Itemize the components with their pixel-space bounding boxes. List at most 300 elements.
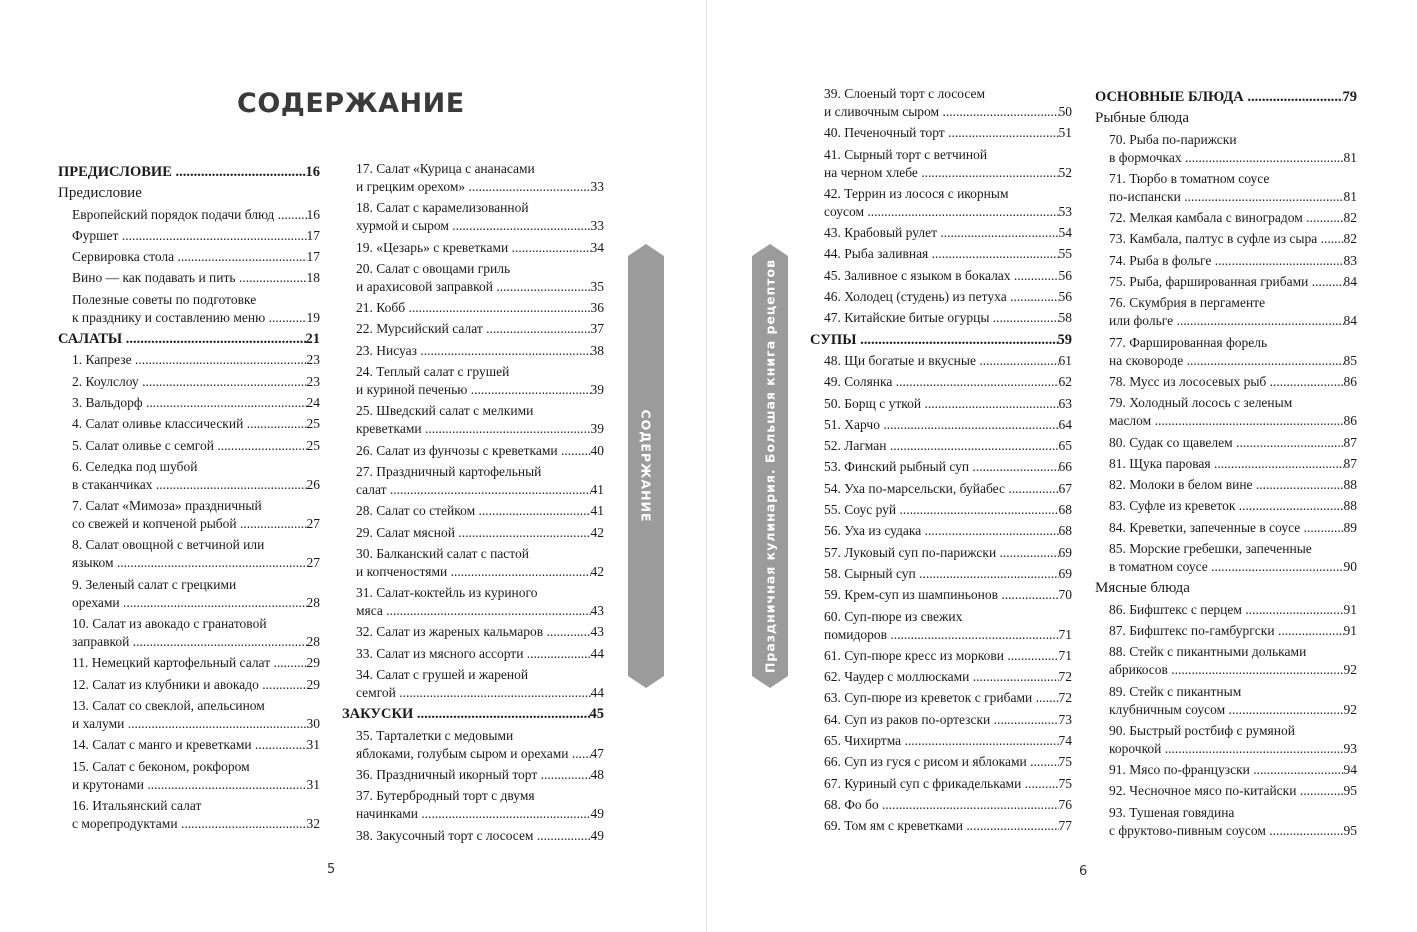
toc-entry <box>342 299 604 317</box>
toc-entry <box>810 586 1072 604</box>
toc-entry-title: 72. Мелкая камбала с виноградом ..... <box>1109 209 1344 227</box>
toc-subsection-heading <box>58 184 320 202</box>
toc-entry-title: на черном хлебе ..... <box>824 164 1059 182</box>
toc-entry-title: 91. Мясо по-французски ..... <box>1109 761 1344 779</box>
toc-entry <box>58 736 320 754</box>
toc-entry-title: начинками ..... <box>356 805 591 823</box>
toc-entry-title: 47. Китайские битые огурцы ..... <box>824 309 1059 327</box>
toc-entry-title: 44. Рыба заливная ..... <box>824 245 1059 263</box>
toc-entry-title: 84. Креветки, запеченные в соусе ..... <box>1109 519 1344 537</box>
toc-entry-page: 54 <box>1058 225 1072 241</box>
toc-entry-title: 64. Суп из раков по-ортезски ..... <box>824 711 1059 729</box>
toc-entry-title: и арахисовой заправкой ..... <box>356 278 591 296</box>
toc-entry-page: 51 <box>1058 125 1072 141</box>
toc-entry-title-line: 77. Фаршированная форель <box>1109 334 1268 350</box>
toc-entry <box>342 260 604 296</box>
toc-entry <box>58 797 320 833</box>
toc-entry-page: 74 <box>1058 733 1072 749</box>
toc-entry-title: 36. Праздничный икорный торт ..... <box>356 766 591 784</box>
toc-entry-title-line: Полезные советы по подготовке <box>72 291 257 307</box>
toc-entry-page: 81 <box>1343 188 1357 204</box>
toc-entry <box>58 415 320 433</box>
toc-entry <box>810 352 1072 370</box>
toc-entry-page: 75 <box>1058 775 1072 791</box>
toc-entry-page: 92 <box>1343 662 1357 678</box>
toc-entry <box>342 827 604 845</box>
side-tab-right-label: Праздничная кулинария. Большая книга рецептов <box>762 258 778 674</box>
toc-entry <box>810 288 1072 306</box>
toc-entry-title: 22. Мурсийский салат ..... <box>356 320 591 338</box>
toc-entry <box>1095 230 1357 248</box>
toc-entry-page: 17 <box>306 249 320 265</box>
toc-entry <box>58 206 320 224</box>
toc-entry-last-line <box>1109 188 1357 206</box>
toc-entry-page: 23 <box>306 373 320 389</box>
toc-entry <box>342 160 604 196</box>
toc-entry-page: 87 <box>1343 434 1357 450</box>
toc-entry-title: 46. Холодец (студень) из петуха ..... <box>824 288 1059 306</box>
toc-entry-title: 51. Харчо ..... <box>824 416 1059 434</box>
toc-entry-last-line <box>824 626 1072 644</box>
toc-entry <box>810 185 1072 221</box>
toc-entry-page: 88 <box>1343 477 1357 493</box>
toc-entry-page: 37 <box>590 321 604 337</box>
toc-entry-page: 71 <box>1058 647 1072 663</box>
toc-entry-title-line: 20. Салат с овощами гриль <box>356 260 511 276</box>
toc-entry-last-line <box>72 715 320 733</box>
toc-entry <box>810 85 1072 121</box>
toc-entry-title: 66. Суп из гуся с рисом и яблоками ..... <box>824 753 1059 771</box>
toc-entry-page: 27 <box>306 555 320 571</box>
toc-entry <box>810 668 1072 686</box>
toc-entry-page: 91 <box>1343 601 1357 617</box>
toc-entry-last-line <box>356 602 604 620</box>
toc-entry-page: 42 <box>590 563 604 579</box>
toc-entry-title-line: 10. Салат из авокадо с гранатовой <box>72 616 267 632</box>
toc-entry-title: помидоров ..... <box>824 626 1059 644</box>
toc-entry <box>810 732 1072 750</box>
toc-entry-page: 41 <box>590 503 604 519</box>
toc-entry-page: 44 <box>590 685 604 701</box>
toc-entry-page: 26 <box>306 476 320 492</box>
toc-entry-title: 28. Салат со стейком ..... <box>356 502 591 520</box>
toc-entry-page: 32 <box>306 815 320 831</box>
toc-entry <box>810 124 1072 142</box>
toc-entry <box>342 584 604 620</box>
toc-entry-page: 86 <box>1343 413 1357 429</box>
toc-entry <box>342 363 604 399</box>
toc-entry <box>58 697 320 733</box>
toc-entry <box>342 342 604 360</box>
toc-entry-title-line: 27. Праздничный картофельный <box>356 463 542 479</box>
toc-entry-title-line: 90. Быстрый ростбиф с румяной <box>1109 722 1295 738</box>
toc-column-4 <box>1095 85 1357 843</box>
page-fold <box>706 0 707 932</box>
toc-entry <box>342 666 604 702</box>
toc-entry-last-line <box>72 476 320 494</box>
toc-entry <box>1095 373 1357 391</box>
toc-entry <box>810 796 1072 814</box>
toc-entry <box>1095 273 1357 291</box>
toc-entry-title-line: 70. Рыба по-парижски <box>1109 131 1237 147</box>
toc-entry-page: 47 <box>590 745 604 761</box>
toc-entry-page: 82 <box>1343 210 1357 226</box>
toc-entry-title: 49. Солянка ..... <box>824 373 1059 391</box>
toc-entry-last-line <box>72 776 320 794</box>
toc-section-heading <box>58 163 320 181</box>
toc-entry-title: яблоками, голубым сыром и орехами ..... <box>356 745 591 763</box>
toc-entry-title-line: 35. Тарталетки с медовыми <box>356 727 514 743</box>
toc-entry-title: 48. Щи богатые и вкусные ..... <box>824 352 1059 370</box>
toc-entry-title: 53. Финский рыбный суп ..... <box>824 458 1059 476</box>
toc-entry-title: 38. Закусочный торт с лососем ..... <box>356 827 591 845</box>
toc-entry-page: 27 <box>306 516 320 532</box>
toc-entry-title: 69. Том ям с креветками ..... <box>824 817 1059 835</box>
toc-entry-last-line <box>72 815 320 833</box>
toc-entry-page: 64 <box>1058 416 1072 432</box>
toc-entry-last-line <box>356 217 604 235</box>
toc-entry-title: клубничным соусом ..... <box>1109 701 1344 719</box>
toc-entry-page: 86 <box>1343 373 1357 389</box>
toc-entry-title-line: 6. Селедка под шубой <box>72 458 198 474</box>
toc-entry-title: 56. Уха из судака ..... <box>824 522 1059 540</box>
toc-entry-title: 45. Заливное с языком в бокалах ..... <box>824 267 1059 285</box>
toc-entry-title: на сковороде ..... <box>1109 352 1344 370</box>
toc-column-2 <box>342 160 604 848</box>
toc-entry-title: Вино — как подавать и пить ..... <box>72 269 307 287</box>
toc-entry <box>58 654 320 672</box>
toc-entry <box>810 608 1072 644</box>
toc-entry-last-line <box>356 805 604 823</box>
toc-entry <box>1095 334 1357 370</box>
toc-entry-title: или фольге ..... <box>1109 312 1344 330</box>
toc-entry <box>342 402 604 438</box>
toc-subsection-label: Мясные блюда <box>1095 580 1190 597</box>
toc-entry <box>342 766 604 784</box>
toc-entry-page: 29 <box>306 655 320 671</box>
toc-entry <box>342 239 604 257</box>
toc-entry-title: 81. Щука паровая ..... <box>1109 455 1344 473</box>
toc-entry-page: 33 <box>590 218 604 234</box>
toc-entry-title-line: 71. Тюрбо в томатном соусе <box>1109 170 1270 186</box>
toc-entry-last-line <box>356 563 604 581</box>
toc-entry <box>1095 782 1357 800</box>
toc-entry <box>58 758 320 794</box>
toc-entry <box>1095 722 1357 758</box>
toc-entry-page: 50 <box>1058 104 1072 119</box>
toc-entry <box>810 437 1072 455</box>
toc-entry-last-line <box>72 633 320 651</box>
toc-entry-title-line: 30. Балканский салат с пастой <box>356 545 529 561</box>
toc-entry-title: абрикосов ..... <box>1109 661 1344 679</box>
toc-entry-title: 67. Куриный суп с фрикадельками ..... <box>824 775 1059 793</box>
toc-entry-page: 82 <box>1343 231 1357 247</box>
toc-entry-last-line <box>356 381 604 399</box>
toc-entry-title: и грецким орехом» ..... <box>356 178 591 196</box>
toc-entry-title: 21. Кобб ..... <box>356 299 591 317</box>
toc-entry <box>810 775 1072 793</box>
toc-entry <box>58 269 320 287</box>
toc-entry <box>1095 683 1357 719</box>
toc-entry <box>1095 476 1357 494</box>
toc-entry-title-line: 9. Зеленый салат с грецкими <box>72 576 237 592</box>
toc-entry-title: 83. Суфле из креветок ..... <box>1109 497 1344 515</box>
toc-entry-title: 23. Нисуаз ..... <box>356 342 591 360</box>
toc-entry-title-line: 13. Салат со свеклой, апельсином <box>72 697 265 713</box>
toc-entry-title: в стаканчиках ..... <box>72 476 307 494</box>
toc-entry-title: 86. Бифштекс с перцем ..... <box>1109 601 1344 619</box>
toc-entry-title: корочкой ..... <box>1109 740 1344 758</box>
toc-entry-title-line: 31. Салат-коктейль из куриного <box>356 585 538 601</box>
toc-entry-title-line: 15. Салат с беконом, рокфором <box>72 758 250 774</box>
toc-subsection-label: Рыбные блюда <box>1095 110 1190 127</box>
toc-entry <box>810 245 1072 263</box>
toc-entry-title-line: 93. Тушеная говядина <box>1109 804 1235 820</box>
toc-entry-title: хурмой и сыром ..... <box>356 217 591 235</box>
toc-entry-page: 72 <box>1058 669 1072 685</box>
toc-entry <box>1095 294 1357 330</box>
toc-entry-last-line <box>356 178 604 196</box>
toc-entry <box>342 623 604 641</box>
toc-entry-title: и сливочным сыром ..... <box>824 103 1059 121</box>
toc-entry-title: и халуми ..... <box>72 715 307 733</box>
toc-entry <box>58 676 320 694</box>
toc-entry-title: 78. Мусс из лососевых рыб ..... <box>1109 373 1344 391</box>
toc-entry-page: 68 <box>1058 502 1072 518</box>
toc-entry-title: 82. Молоки в белом вине ..... <box>1109 476 1344 494</box>
toc-entry-title: в томатном соусе ..... <box>1109 558 1344 576</box>
toc-entry-title: с морепродуктами ..... <box>72 815 307 833</box>
toc-entry <box>1095 497 1357 515</box>
toc-entry-last-line <box>356 420 604 438</box>
toc-entry-title-line: 25. Шведский салат с мелкими <box>356 403 534 419</box>
toc-entry-title: 32. Салат из жареных кальмаров ..... <box>356 623 591 641</box>
toc-entry-title: 11. Немецкий картофельный салат ..... <box>72 654 307 672</box>
toc-entry-page: 17 <box>306 227 320 243</box>
toc-entry-page: 35 <box>590 278 604 294</box>
toc-subsection-heading <box>1095 579 1357 597</box>
toc-entry <box>810 267 1072 285</box>
page-number-right: 6 <box>1079 864 1088 879</box>
toc-entry-title: языком ..... <box>72 554 307 572</box>
toc-entry <box>1095 622 1357 640</box>
toc-entry-last-line <box>1109 740 1357 758</box>
toc-entry-title: 5. Салат оливье с семгой ..... <box>72 437 307 455</box>
toc-entry <box>342 645 604 663</box>
toc-entry-page: 28 <box>306 594 320 610</box>
toc-entry-page: 24 <box>306 394 320 410</box>
toc-entry-title: 92. Чесночное мясо по-китайски ..... <box>1109 782 1344 800</box>
toc-entry-last-line <box>1109 352 1357 370</box>
toc-entry-last-line <box>1109 558 1357 576</box>
toc-section-page: 59 <box>1057 331 1072 348</box>
toc-entry-page: 36 <box>590 300 604 316</box>
toc-entry-title-line: 60. Суп-пюре из свежих <box>824 608 963 624</box>
toc-entry <box>58 458 320 494</box>
toc-entry-page: 73 <box>1058 711 1072 727</box>
toc-entry-title-line: 39. Слоеный торт с лососем <box>824 86 986 101</box>
toc-entry <box>1095 209 1357 227</box>
toc-entry-page: 84 <box>1343 313 1357 329</box>
toc-entry <box>810 395 1072 413</box>
toc-entry-title: 75. Рыба, фаршированная грибами ..... <box>1109 273 1344 291</box>
toc-entry-title-line: 7. Салат «Мимоза» праздничный <box>72 498 262 514</box>
toc-entry <box>810 146 1072 182</box>
toc-entry-title-line: 37. Бутербродный торт с двумя <box>356 788 535 804</box>
toc-entry <box>1095 434 1357 452</box>
toc-entry-page: 58 <box>1058 310 1072 326</box>
toc-entry-title: и крутонами ..... <box>72 776 307 794</box>
toc-section-heading <box>810 331 1072 349</box>
toc-entry <box>58 576 320 612</box>
toc-entry-page: 53 <box>1058 203 1072 219</box>
toc-entry <box>810 565 1072 583</box>
toc-entry-page: 68 <box>1058 523 1072 539</box>
toc-entry-page: 63 <box>1058 395 1072 411</box>
toc-entry-title-line: 18. Салат с карамелизованной <box>356 200 529 216</box>
toc-entry <box>58 291 320 327</box>
toc-entry-page: 83 <box>1343 252 1357 268</box>
toc-section-page: 16 <box>305 164 320 180</box>
toc-entry-page: 70 <box>1058 587 1072 603</box>
toc-entry-page: 94 <box>1343 762 1357 778</box>
toc-entry <box>58 437 320 455</box>
toc-entry <box>1095 540 1357 576</box>
toc-section-page: 45 <box>589 706 604 723</box>
toc-entry-page: 34 <box>590 239 604 255</box>
toc-entry-page: 52 <box>1058 164 1072 180</box>
toc-entry-title: в формочках ..... <box>1109 149 1344 167</box>
toc-entry <box>58 394 320 412</box>
toc-entry <box>58 248 320 266</box>
toc-entry <box>810 373 1072 391</box>
toc-entry <box>342 463 604 499</box>
toc-entry <box>58 351 320 369</box>
toc-section-heading <box>1095 88 1357 106</box>
toc-entry <box>1095 252 1357 270</box>
toc-entry-last-line <box>72 594 320 612</box>
toc-entry-page: 69 <box>1058 565 1072 581</box>
toc-entry-title-line: 24. Теплый салат с грушей <box>356 364 510 380</box>
toc-entry-page: 93 <box>1343 740 1357 756</box>
toc-entry <box>1095 761 1357 779</box>
toc-entry-title-line: 76. Скумбрия в пергаменте <box>1109 295 1266 311</box>
toc-entry-title: 58. Сырный суп ..... <box>824 565 1059 583</box>
toc-entry-title: Сервировка стола ..... <box>72 248 307 266</box>
toc-entry <box>810 309 1072 327</box>
toc-entry-title-line: 34. Салат с грушей и жареной <box>356 667 529 683</box>
toc-entry-last-line <box>824 103 1072 121</box>
toc-entry-title-line: 17. Салат «Курица с ананасами <box>356 161 535 176</box>
toc-column-1 <box>58 160 320 836</box>
toc-entry-page: 49 <box>590 827 604 843</box>
toc-entry-page: 67 <box>1058 480 1072 496</box>
toc-entry <box>1095 519 1357 537</box>
toc-entry-page: 71 <box>1058 626 1072 642</box>
toc-entry-title: со свежей и копченой рыбой ..... <box>72 515 307 533</box>
toc-entry <box>342 787 604 823</box>
toc-section-title: ПРЕДИСЛОВИЕ ..... <box>58 163 306 181</box>
toc-entry-last-line <box>356 278 604 296</box>
page-title: СОДЕРЖАНИЕ <box>237 88 465 119</box>
toc-entry-page: 89 <box>1343 519 1357 535</box>
toc-entry-title: заправкой ..... <box>72 633 307 651</box>
toc-entry-title: 4. Салат оливье классический ..... <box>72 415 307 433</box>
toc-entry-last-line <box>1109 822 1357 840</box>
toc-entry <box>810 647 1072 665</box>
toc-entry-page: 28 <box>306 634 320 650</box>
toc-entry-page: 69 <box>1058 544 1072 560</box>
toc-entry-last-line <box>72 309 320 327</box>
toc-entry-title: 14. Салат с манго и креветками ..... <box>72 736 307 754</box>
toc-entry <box>810 817 1072 835</box>
toc-entry-page: 65 <box>1058 438 1072 454</box>
toc-entry-title: Европейский порядок подачи блюд ..... <box>72 206 307 224</box>
side-tab-left-label: СОДЕРЖАНИЕ <box>638 409 654 523</box>
toc-entry-page: 75 <box>1058 754 1072 770</box>
toc-entry-last-line <box>72 515 320 533</box>
toc-entry-title: креветками ..... <box>356 420 591 438</box>
toc-entry-title-line: 8. Салат овощной с ветчиной или <box>72 537 265 553</box>
toc-entry-title: 29. Салат мясной ..... <box>356 524 591 542</box>
toc-subsection-label: Предисловие <box>58 185 142 202</box>
toc-entry-title: соусом ..... <box>824 203 1059 221</box>
toc-entry-title: 65. Чихиртма ..... <box>824 732 1059 750</box>
toc-entry-title: 59. Крем-суп из шампиньонов ..... <box>824 586 1059 604</box>
toc-entry <box>1095 394 1357 430</box>
toc-entry <box>342 727 604 763</box>
toc-entry-title: 3. Вальдорф ..... <box>72 394 307 412</box>
toc-entry <box>342 199 604 235</box>
side-tab-left <box>628 256 664 676</box>
toc-entry-page: 25 <box>306 437 320 453</box>
toc-entry-page: 84 <box>1343 274 1357 290</box>
toc-entry-page: 40 <box>590 442 604 458</box>
toc-entry-page: 49 <box>590 806 604 822</box>
toc-entry-page: 88 <box>1343 498 1357 514</box>
toc-entry <box>810 544 1072 562</box>
toc-entry <box>58 536 320 572</box>
toc-entry-title: 19. «Цезарь» с креветками ..... <box>356 239 591 257</box>
toc-entry-title: 33. Салат из мясного ассорти ..... <box>356 645 591 663</box>
toc-entry-page: 55 <box>1058 246 1072 262</box>
toc-entry-title-line: 85. Морские гребешки, запеченные <box>1109 541 1312 557</box>
toc-entry-page: 23 <box>306 352 320 368</box>
toc-entry-title: Фуршет ..... <box>72 227 307 245</box>
toc-entry-page: 56 <box>1058 289 1072 305</box>
toc-entry-page: 18 <box>306 270 320 286</box>
toc-entry <box>58 227 320 245</box>
toc-entry-page: 77 <box>1058 818 1072 834</box>
toc-entry <box>810 711 1072 729</box>
toc-entry <box>810 522 1072 540</box>
toc-entry-last-line <box>72 554 320 572</box>
toc-entry-title: и куриной печенью ..... <box>356 381 591 399</box>
toc-entry <box>810 224 1072 242</box>
toc-entry-title: 26. Салат из фунчозы с креветками ..... <box>356 442 591 460</box>
page-number-left: 5 <box>327 862 336 877</box>
toc-entry-last-line <box>1109 312 1357 330</box>
toc-entry <box>1095 601 1357 619</box>
toc-entry-page: 44 <box>590 645 604 661</box>
toc-entry-title: 68. Фо бо ..... <box>824 796 1059 814</box>
toc-entry-last-line <box>356 684 604 702</box>
toc-entry-title: и копченостями ..... <box>356 563 591 581</box>
toc-entry-title-line: 88. Стейк с пикантными дольками <box>1109 644 1307 660</box>
toc-entry-last-line <box>824 203 1072 221</box>
toc-entry-page: 43 <box>590 624 604 640</box>
toc-entry-title: 55. Соус руй ..... <box>824 501 1059 519</box>
